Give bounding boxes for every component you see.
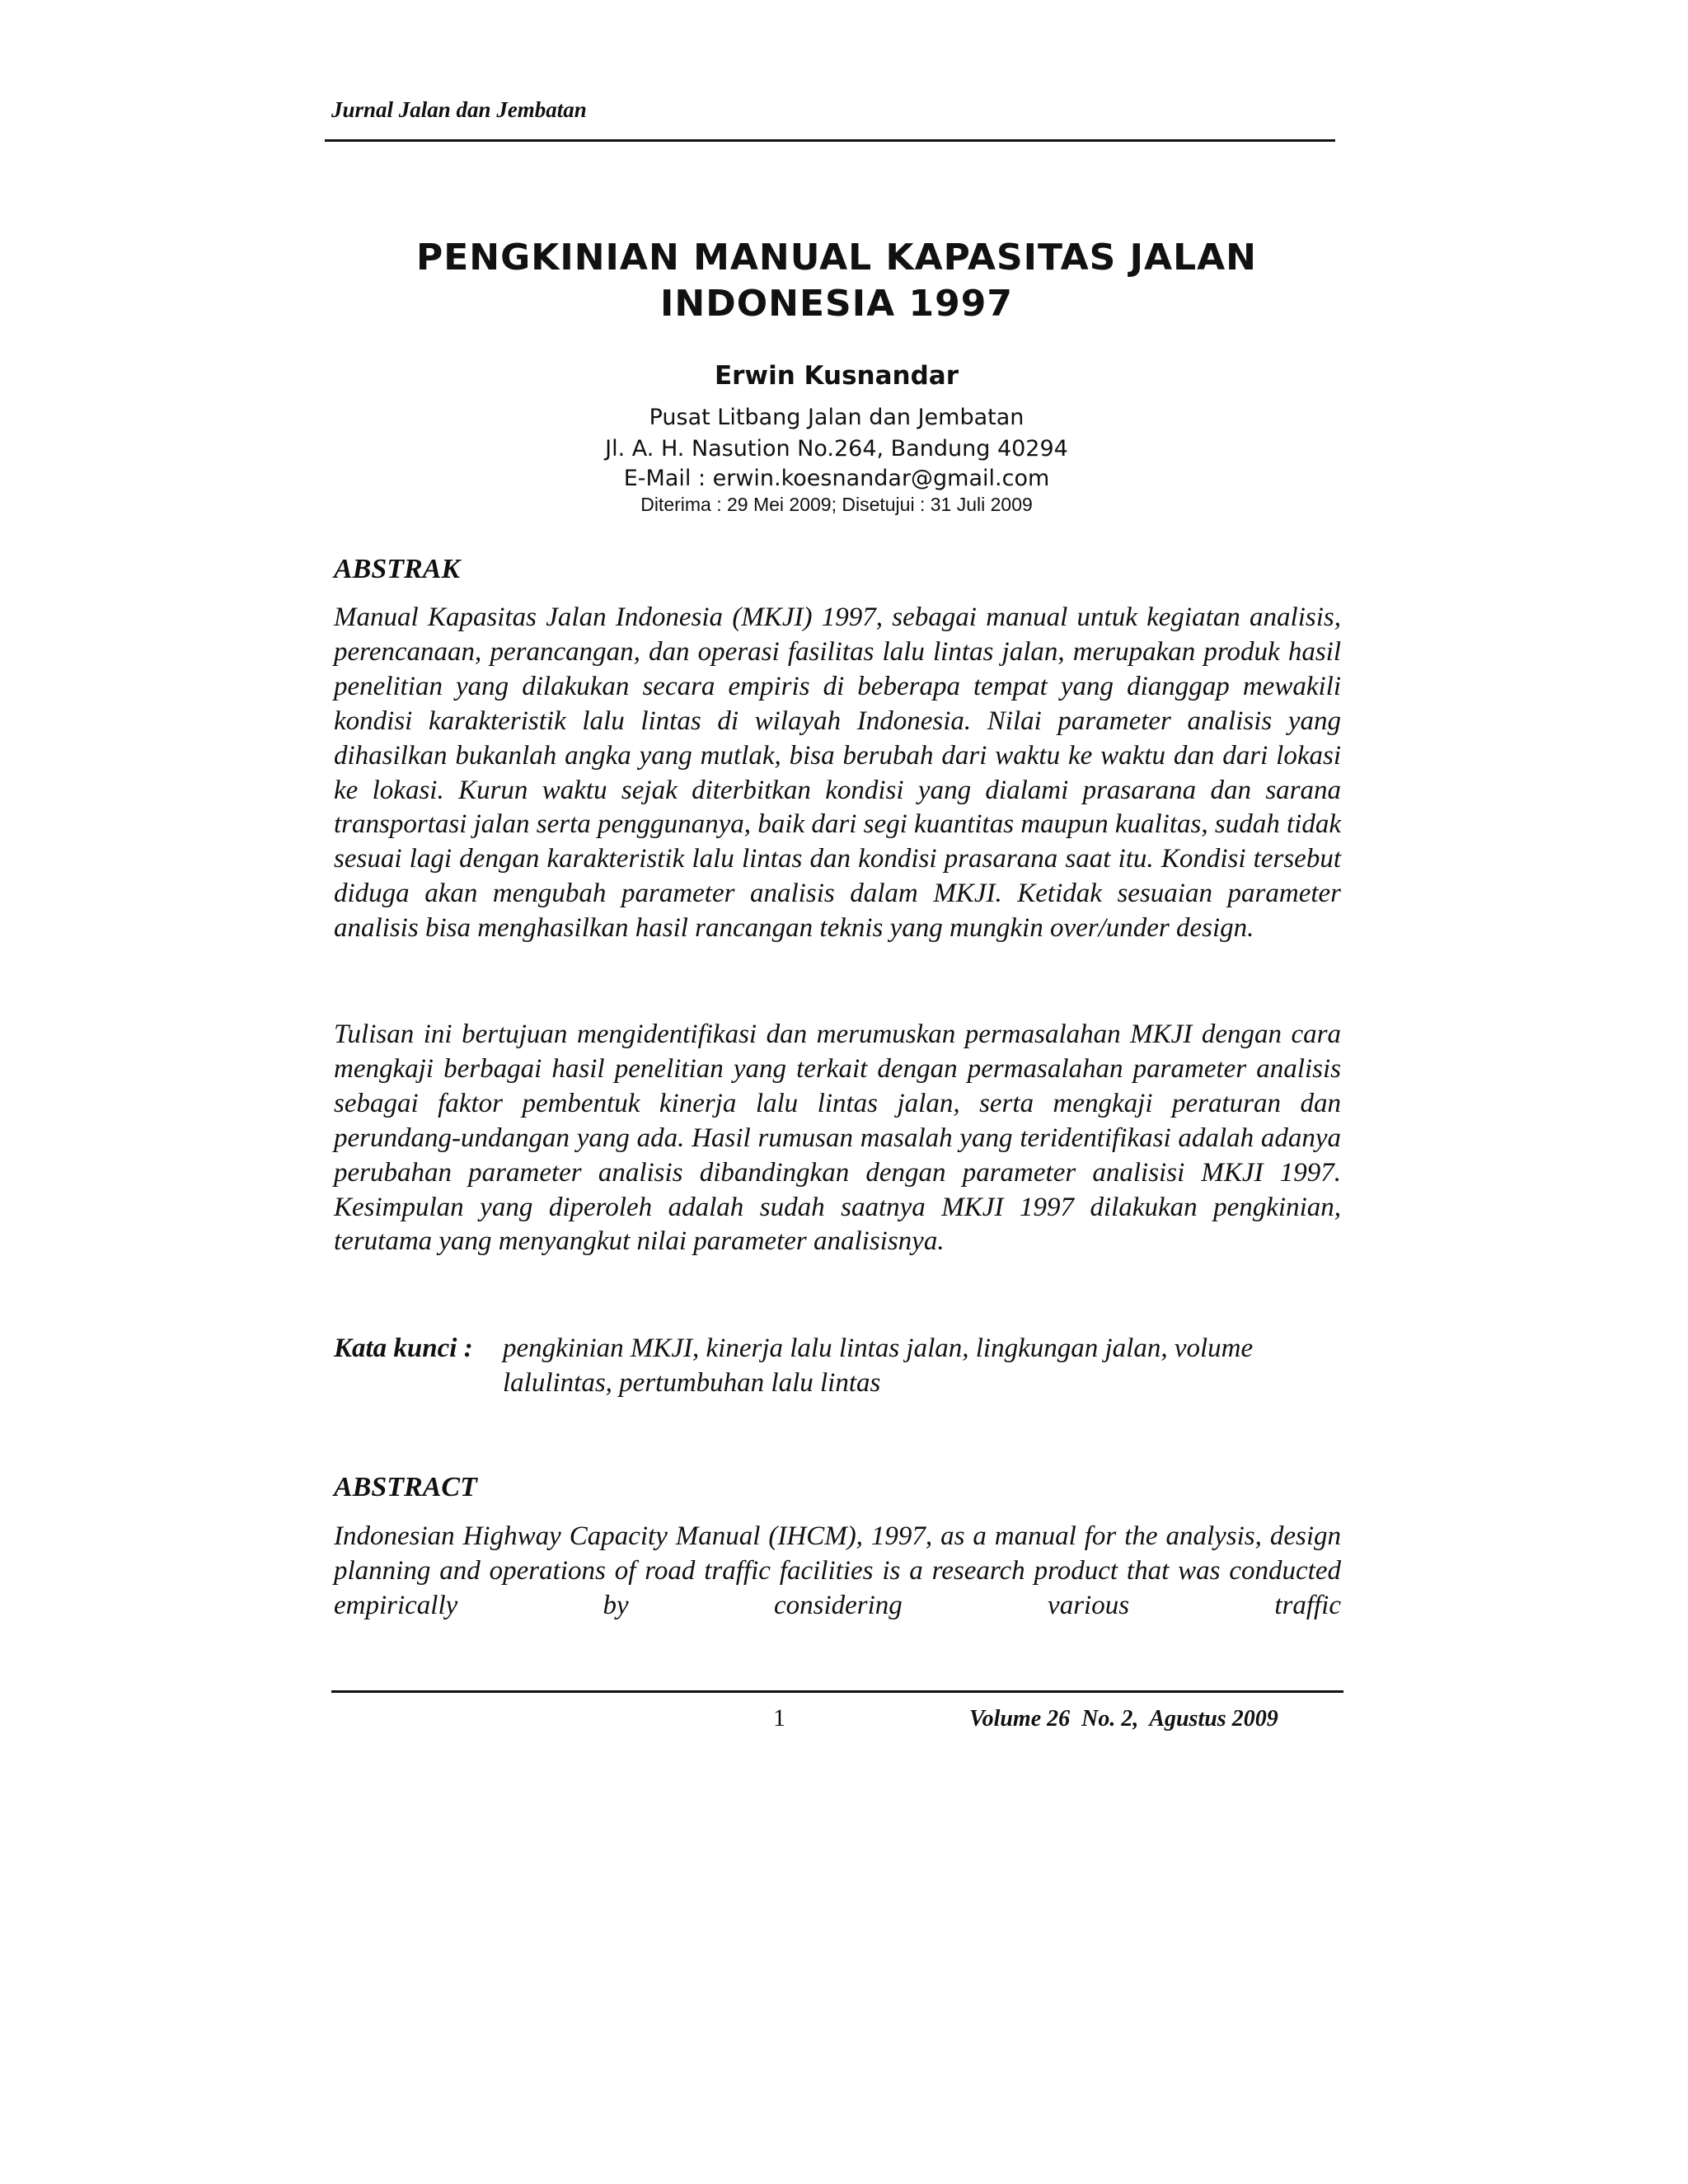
author-address: Jl. A. H. Nasution No.264, Bandung 40294 xyxy=(605,436,1068,462)
volume-info: Volume 26 No. 2, Agustus 2009 xyxy=(969,1706,1278,1732)
abstrak-heading: ABSTRAK xyxy=(334,554,461,584)
footer-divider xyxy=(331,1690,1343,1693)
title-line-1: PENGKINIAN MANUAL KAPASITAS JALAN xyxy=(415,237,1257,279)
abstrak-paragraph-2: Tulisan ini bertujuan mengidentifikasi dan merumuskan permasalahan MKJI dengan cara mengkaji berbagai hasil penelitian yang terkait dengan permasalahan parameter analisis sebagai faktor pembentuk kinerja lalu lintas jalan, serta mengkaji peraturan dan perundang-undangan yang ada. Hasil rumusan masalah yang teridentifikasi adalah adanya perubahan parameter analisis dibandingkan dengan parameter analisisi MKJI 1997. Kesimpulan yang diperoleh adalah sudah saatnya MKJI 1997 dilakukan pengkinian, terutama yang menyangkut nilai parameter analisisnya. xyxy=(334,1019,1341,1257)
author-name: Erwin Kusnandar xyxy=(714,361,959,391)
keywords-label: Kata kunci : xyxy=(334,1333,473,1363)
received-accepted-dates: Diterima : 29 Mei 2009; Disetujui : 31 Juli 2009 xyxy=(640,494,1033,515)
title-line-2: INDONESIA 1997 xyxy=(660,283,1013,325)
keywords-text: pengkinian MKJI, kinerja lalu lintas jalan, lingkungan jalan, volume lalulintas, pertumbuhan lalu lintas xyxy=(503,1333,1254,1398)
abstrak-paragraph-1: Manual Kapasitas Jalan Indonesia (MKJI) 1997, sebagai manual untuk kegiatan analisis, perencanaan, perancangan, dan operasi fasilitas lalu lintas jalan, merupakan produk hasil penelitian yang dilakukan secara empiris di beberapa tempat yang dianggap mewakili kondisi karakteristik lalu lintas di wilayah Indonesia. Nilai parameter analisis yang dihasilkan bukanlah angka yang mutlak, bisa berubah dari waktu ke waktu dan dari lokasi ke lokasi. Kurun waktu sejak diterbitkan kondisi yang dialami prasarana dan sarana transportasi jalan serta penggunanya, baik dari segi kuantitas maupun kualitas, sudah tidak sesuai lagi dengan karakteristik lalu lintas dan kondisi prasarana saat itu. Kondisi tersebut diduga akan mengubah parameter analisis dalam MKJI. Ketidak sesuaian parameter analisis bisa menghasilkan hasil rancangan teknis yang mungkin over/under design. xyxy=(334,602,1341,944)
abstract-heading: ABSTRACT xyxy=(334,1472,477,1502)
paper-title xyxy=(331,235,1342,327)
abstract-paragraph-1: Indonesian Highway Capacity Manual (IHCM), 1997, as a manual for the analysis, design planning and operations of road traffic facilities is a research product that was conducted empirically by considering various traffic xyxy=(334,1521,1341,1620)
page-number: 1 xyxy=(773,1704,785,1732)
author-affiliation: Pusat Litbang Jalan dan Jembatan xyxy=(649,405,1025,430)
author-email: E-Mail : erwin.koesnandar@gmail.com xyxy=(623,466,1050,491)
header-divider xyxy=(325,139,1335,142)
journal-running-header: Jurnal Jalan dan Jembatan xyxy=(331,97,587,122)
